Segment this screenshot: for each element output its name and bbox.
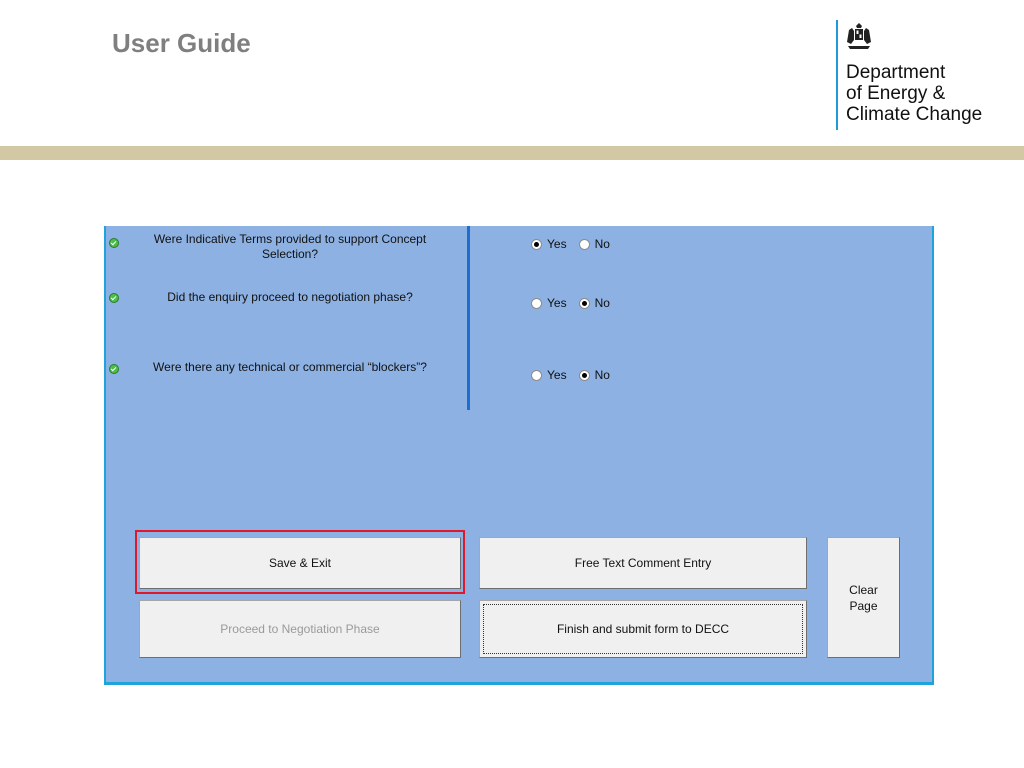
department-logo xyxy=(836,20,1016,132)
proceed-negotiation-button[interactable]: Proceed to Negotiation Phase xyxy=(139,600,461,658)
radio-label: Yes xyxy=(547,368,567,382)
radio-yes[interactable] xyxy=(531,368,567,382)
radio-yes[interactable] xyxy=(531,296,567,310)
radio-label: Yes xyxy=(547,237,567,251)
radio-group-blockers xyxy=(531,368,622,382)
finish-submit-button[interactable]: Finish and submit form to DECC xyxy=(479,600,807,658)
page-title: User Guide xyxy=(112,28,251,58)
header-band xyxy=(0,146,1024,160)
radio-button[interactable] xyxy=(531,298,542,309)
radio-button-selected[interactable] xyxy=(579,370,590,381)
radio-label: No xyxy=(594,237,610,251)
radio-button[interactable] xyxy=(531,370,542,381)
column-divider xyxy=(467,226,470,410)
form-panel xyxy=(104,226,934,685)
radio-no[interactable] xyxy=(579,237,610,251)
radio-label: No xyxy=(594,296,610,310)
check-status-icon xyxy=(109,293,119,303)
check-status-icon xyxy=(109,238,119,248)
radio-button-selected[interactable] xyxy=(579,298,590,309)
radio-label: No xyxy=(594,368,610,382)
question-label: Did the enquiry proceed to negotiation phase? xyxy=(167,290,413,304)
check-status-icon xyxy=(109,364,119,374)
question-label: Were Indicative Terms provided to support Concept Selection? xyxy=(153,232,427,261)
logo-divider xyxy=(836,20,838,130)
clear-page-button[interactable]: Clear Page xyxy=(827,537,900,658)
question-label: Were there any technical or commercial “blockers”? xyxy=(153,360,427,374)
radio-yes[interactable] xyxy=(531,237,567,251)
radio-button-selected[interactable] xyxy=(531,239,542,250)
radio-button[interactable] xyxy=(579,239,590,250)
save-exit-button[interactable]: Save & Exit xyxy=(139,537,461,589)
free-text-comment-button[interactable]: Free Text Comment Entry xyxy=(479,537,807,589)
radio-group-indicative-terms xyxy=(531,237,622,251)
radio-no[interactable] xyxy=(579,296,610,310)
department-name: Department of Energy & Climate Change xyxy=(846,62,983,125)
radio-label: Yes xyxy=(547,296,567,310)
radio-no[interactable] xyxy=(579,368,610,382)
royal-coat-of-arms-icon xyxy=(844,22,874,50)
radio-group-negotiation-phase xyxy=(531,296,622,310)
